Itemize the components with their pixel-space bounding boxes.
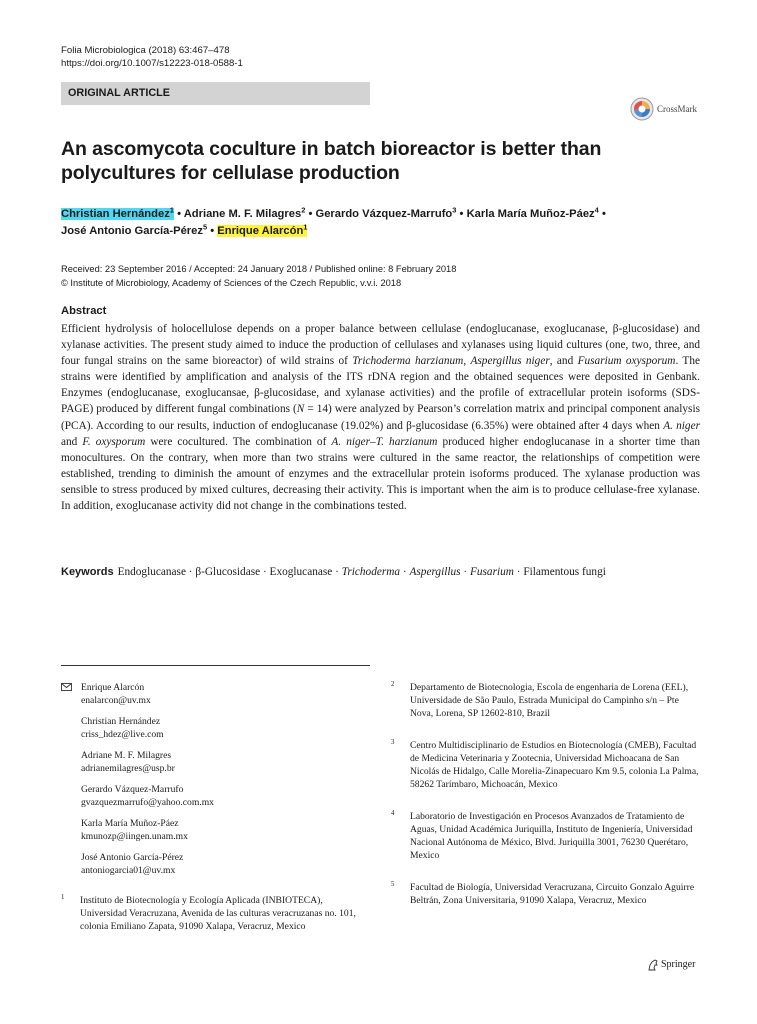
keyword-separator: · xyxy=(400,566,410,578)
journal-citation: Folia Microbiologica (2018) 63:467–478 xyxy=(61,45,230,56)
affiliation-number: 4 xyxy=(391,810,395,817)
footnote-divider xyxy=(61,665,370,666)
keywords-label: Keywords xyxy=(61,566,114,578)
article-type-label xyxy=(61,82,370,105)
contact-entry xyxy=(61,783,371,809)
journal-header xyxy=(61,44,243,70)
author-name[interactable]: Adriane M. F. Milagres$^2$ xyxy=(183,205,306,220)
keyword: Fusarium xyxy=(469,566,514,578)
contact-email[interactable]: antoniogarcia01@uv.mx xyxy=(81,865,176,876)
affiliation-4 xyxy=(391,810,701,862)
article-type-text: ORIGINAL ARTICLE xyxy=(68,87,170,99)
author-separator: • xyxy=(177,208,184,220)
author-separator: • xyxy=(601,208,606,220)
contact-name: Karla María Muñoz-Páez xyxy=(81,818,179,829)
envelope-icon xyxy=(61,683,72,691)
author-name[interactable]: José Antonio García-Pérez$^5$ xyxy=(61,222,208,237)
contact-entry xyxy=(61,817,371,843)
keyword-separator: · xyxy=(513,566,524,578)
article-title: An ascomycota coculture in batch bioreactor is better than polycultures for cellulase production xyxy=(61,138,602,184)
author-name[interactable]: Enrique Alarcón$^1$ xyxy=(217,222,308,237)
affiliation-number: 1 xyxy=(61,894,65,901)
contact-name: Adriane M. F. Milagres xyxy=(81,750,172,761)
crossmark-label: CrossMark xyxy=(657,104,697,114)
contact-entry xyxy=(61,715,371,741)
crossmark-icon xyxy=(630,97,654,121)
doi-link[interactable]: https://doi.org/10.1007/s12223-018-0588-1 xyxy=(61,58,243,69)
keyword: β-Glucosidase xyxy=(195,566,261,578)
affiliation-3 xyxy=(391,739,701,791)
affiliation-text: Instituto de Biotecnología y Ecología Aplicada (INBIOTECA), Universidad Veracruzana, Avenida de las culturas veracruzanas no. 101, colonia Emiliano Zapata, 91090 Xalapa, Veracruz, Mexico xyxy=(80,895,356,932)
author-separator: • xyxy=(308,208,316,220)
affiliation-number: 2 xyxy=(391,681,395,688)
keyword: Endoglucanase xyxy=(117,566,186,578)
keyword-separator: · xyxy=(332,566,342,578)
affiliation-text: Centro Multidisciplinario de Estudios en Biotecnología (CMEB), Facultad de Medicina Veterinaria y Zootecnia, Universidad Michoacana de San Nicolás de Hidalgo, Calle Morelia-Zinapecuaro Km 9.5, colonia La Palma, 58262 Tarímbaro, Michoacán, Mexico xyxy=(410,740,699,790)
keyword: Trichoderma xyxy=(341,566,401,578)
crossmark-badge[interactable] xyxy=(630,97,704,121)
publication-dates xyxy=(61,263,456,290)
springer-horse-icon xyxy=(647,959,659,971)
keyword-separator: · xyxy=(260,566,270,578)
affiliation-number: 5 xyxy=(391,881,395,888)
affiliation-number: 3 xyxy=(391,739,395,746)
keyword-separator: · xyxy=(185,566,196,578)
contact-name: Gerardo Vázquez-Marrufo xyxy=(81,784,184,795)
abstract-heading: Abstract xyxy=(61,305,107,317)
keyword: Exoglucanase xyxy=(269,566,333,578)
author-separator: • xyxy=(459,208,467,220)
contact-email[interactable]: kmunozp@iingen.unam.mx xyxy=(81,831,188,842)
author-list xyxy=(61,206,711,240)
affiliation-text: Facultad de Biología, Universidad Veracruzana, Circuito Gonzalo Aguirre Beltrán, Zona Universitaria, 91090 Xalapa, Veracruz, Mexico xyxy=(410,882,695,906)
author-name[interactable]: Karla María Muñoz-Páez$^4$ xyxy=(466,205,599,220)
contact-entry xyxy=(61,749,371,775)
author-line-1 xyxy=(61,206,711,223)
publisher-logo xyxy=(647,958,707,972)
contact-email[interactable]: enalarcon@uv.mx xyxy=(81,695,151,706)
author-separator: • xyxy=(210,225,218,237)
contact-name: Christian Hernández xyxy=(81,716,161,727)
author-name[interactable]: Gerardo Vázquez-Marrufo$^3$ xyxy=(315,205,457,220)
keywords xyxy=(61,565,701,580)
contact-email[interactable]: adrianemilagres@usp.br xyxy=(81,763,175,774)
contact-entry xyxy=(61,851,371,877)
copyright-line: © Institute of Microbiology, Academy of Sciences of the Czech Republic, v.v.i. 2018 xyxy=(61,277,402,288)
keyword-separator: · xyxy=(460,566,470,578)
keyword: Filamentous fungi xyxy=(523,566,606,578)
contact-name: Enrique Alarcón xyxy=(81,682,145,693)
abstract-body: Efficient hydrolysis of holocellulose depends on a proper balance between cellulase (endoglucanase, exoglucanase, β-glucosidase) and xylanase activities. The present study aimed to induce the production of cellulases and xylanases using liquid cultures (one, two, three, and four fungal strains on the same bioreactor) of wild strains of Trichoderma harzianum, Aspergillus niger, and Fusarium oxysporum. The strains were identified by amplification and analysis of the ITS rDNA region and the obtained sequences were deposited in Genbank. Enzymes (endoglucanase, exoglucansae, β-glucosidase, and xylanase activities) and the profile of extracellular protein isoforms (SDS-PAGE) produced by different fungal combinations (N = 14) were analyzed by Pearson’s correlation matrix and principal component analysis (PCA). According to our results, induction of endoglucanase (19.02%) and β-glucosidase (6.35%) were obtained after 4 days when A. niger and F. oxysporum were cocultured. The combination of A. niger–T. harzianum produced higher endoglucanase in a shorter time than monocultures. On the contrary, when more than two strains were cultured in the same reactor, the relationships of competition were established, trending to diminish the amount of enzymes and the extracellular protein isoforms produced. The xylanase production was sensible to stress produced by mixed cultures, decreasing their activity. This is important when the aim is to produce cellulase-free xylanase. In addition, exoglucanase activity did not change in the combinations tested. xyxy=(61,323,701,513)
publisher-name: Springer xyxy=(661,959,696,970)
author-line-2 xyxy=(61,223,711,240)
dates-line: Received: 23 September 2016 / Accepted: 24 January 2018 / Published online: 8 February 2018 xyxy=(61,264,457,274)
author-name[interactable]: Christian Hernández$^1$ xyxy=(61,205,174,220)
affiliation-text: Laboratorio de Investigación en Procesos Avanzados de Tratamiento de Aguas, Unidad Académica Juriquilla, Instituto de Ingeniería, Universidad Nacional Autónoma de México, Blvd. Juriquilla 3001, 76230 Querétaro, Mexico xyxy=(410,811,693,861)
contact-email[interactable]: criss_hdez@live.com xyxy=(81,729,164,740)
affiliation-2 xyxy=(391,681,701,720)
affiliation-5 xyxy=(391,881,701,907)
contact-entry xyxy=(61,681,371,707)
affiliation-text: Departamento de Biotecnologia, Escola de engenharia de Lorena (EEL), Universidade de São Paulo, Estrada Municipal do Campinho s/n – Pte Nova, Lorena, SP 12602-810, Brazil xyxy=(410,682,689,719)
contact-name: José Antonio García-Pérez xyxy=(81,852,184,863)
affiliation-1 xyxy=(61,894,371,933)
keyword: Aspergillus xyxy=(409,566,461,578)
contact-email[interactable]: gvazquezmarrufo@yahoo.com.mx xyxy=(81,797,214,808)
contact-list xyxy=(61,681,371,885)
